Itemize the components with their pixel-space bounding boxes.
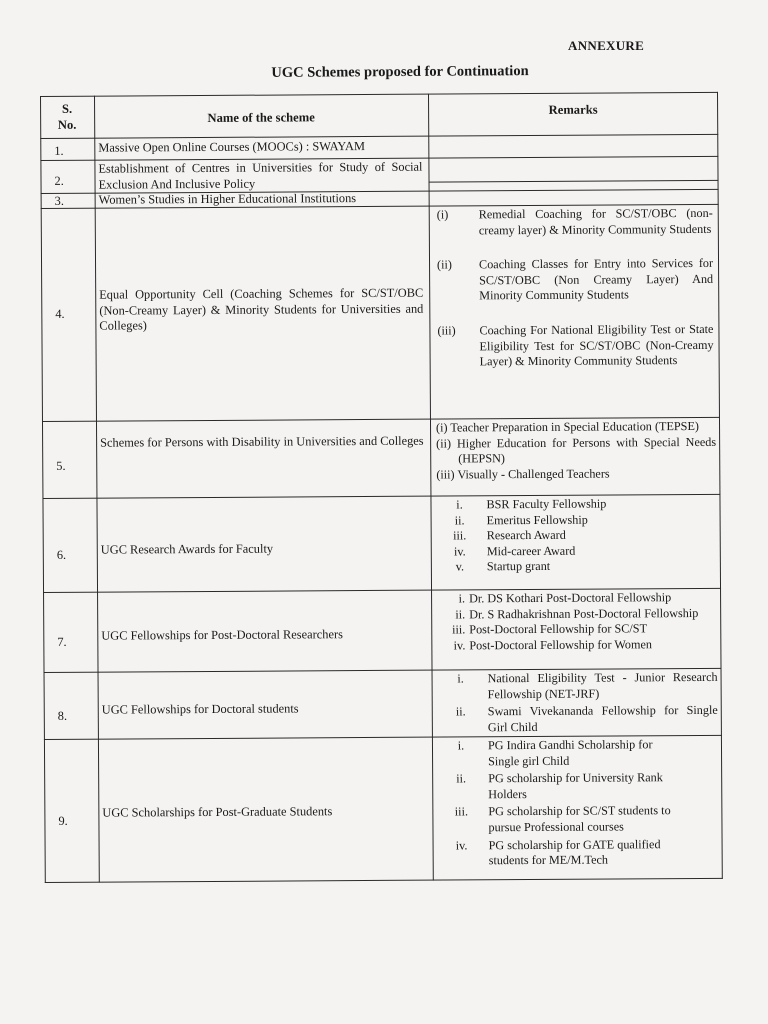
item-number: iv. [453,544,466,559]
schemes-table [40,92,723,884]
item-text: Dr. DS Kothari Post-Doctoral Fellowship [469,590,672,606]
row-sno: 6. [56,547,67,562]
item-number: v. [455,559,465,574]
remarks-list [440,670,718,736]
scheme-name: Women’s Studies in Higher Educational Institutions [98,191,357,207]
list-item [436,419,716,436]
item-text: Remedial Coaching for SC/ST/OBC (non-creamy layer) & Minority Community Students [478,205,713,237]
list-item [437,605,717,622]
column-header-sno-line2: No. [57,117,77,132]
item-text: Mid-career Award [486,543,576,559]
item-text: Swami Vivekananda Fellowship for Single Girl Child [487,703,718,735]
row-divider-remarks [429,180,719,183]
item-text: PG scholarship for University Rank Holders [488,770,663,802]
column-divider-sno [94,96,100,883]
item-text: Dr. S Radhakrishnan Post-Doctoral Fellowship [469,605,699,621]
list-item [441,837,683,870]
list-item [439,511,717,528]
scheme-name: Schemes for Persons with Disability in Universities and Colleges [100,433,424,450]
list-item [439,558,717,575]
column-header-sno-line1: S. [61,101,73,116]
table-border-left [40,96,46,883]
item-number: i. [456,497,463,512]
item-text: Coaching For National Eligibility Test or State Eligibility Test for SC/ST/OBC (Non-Creamy Layer) & Minority Community Students [479,321,714,369]
item-text: PG Indira Gandhi Scholarship for Single girl Child [487,737,653,768]
item-number: i. [457,738,465,753]
list-item [437,322,715,370]
item-text: Research Award [486,527,566,543]
remarks-list [438,496,716,576]
remarks-list [436,419,716,483]
row-sno: 7. [57,634,67,649]
page-title: UGC Schemes proposed for Continuation [271,63,529,81]
list-item [437,637,717,654]
item-number: (ii) [436,257,452,272]
list-item [437,206,715,239]
item-number: i. [457,671,464,686]
row-sno: 4. [55,306,65,321]
item-text: Emeritus Fellowship [486,512,588,527]
table-border-bottom [45,878,723,883]
item-number: ii. [456,771,467,786]
annexure-label: ANNEXURE [568,38,645,53]
table-border-right [717,92,723,879]
item-text: BSR Faculty Fellowship [486,496,607,512]
list-item [437,621,717,638]
scheme-name: UGC Fellowships for Doctoral students [101,701,299,717]
list-item [436,466,716,483]
item-number: i. [458,591,466,606]
item-number: ii. [454,513,465,528]
scheme-name: UGC Scholarships for Post-Graduate Students [102,804,333,820]
item-number: (iii) [437,323,456,338]
list-item [440,770,682,803]
list-item [440,670,718,703]
item-text: PG scholarship for GATE qualified students for ME/M.Tech [488,836,661,868]
item-number: iv. [453,638,466,653]
scheme-name: Equal Opportunity Cell (Coaching Schemes for SC/ST/OBC (Non-Creamy Layer) & Minority Students for Universities and Colleges) [99,285,424,333]
item-text: National Eligibility Test - Junior Research Fellowship (NET-JRF) [487,669,718,701]
list-item [437,256,715,304]
item-number: iii. [454,804,469,819]
remarks-list [440,737,683,869]
item-number: iii. [453,528,467,543]
item-text: (ii) Higher Education for Persons with Special Needs (HEPSN) [436,434,717,466]
item-text: (i) Teacher Preparation in Special Education (TEPSE) [435,418,699,435]
table-border-top [40,92,718,97]
row-sno: 5. [56,458,66,473]
row-sno: 2. [54,173,64,188]
row-sno: 8. [57,708,68,723]
column-header-remarks: Remarks [548,102,598,117]
item-text: PG scholarship for SC/ST students to pursue Professional courses [488,803,671,835]
item-number: ii. [455,704,466,719]
list-item [438,496,716,513]
list-item [440,737,682,770]
row-sno: 3. [54,193,64,208]
scheme-name: Establishment of Centres in Universities for Study of Social Exclusion And Inclusive Policy [98,159,423,192]
list-item [437,590,717,607]
column-header-name: Name of the scheme [207,110,315,125]
list-item [440,803,682,836]
scheme-name: Massive Open Online Courses (MOOCs) : SWAYAM [98,139,365,155]
list-item [439,543,717,560]
list-item [440,703,718,736]
item-number: iii. [452,622,466,637]
column-header-sno [40,102,94,133]
row-sno: 1. [54,143,64,158]
item-text: Post-Doctoral Fellowship for SC/ST [469,621,648,637]
remarks-list [437,590,717,654]
row-sno: 9. [58,813,68,828]
item-text: Post-Doctoral Fellowship for Women [469,637,653,653]
column-divider-remarks [428,94,434,881]
item-text: Coaching Classes for Entry into Services for SC/ST/OBC (Non Creamy Layer) And Minority Community Students [478,256,714,303]
list-item [439,527,717,544]
item-text: (iii) Visually - Challenged Teachers [436,466,610,482]
item-text: Startup grant [486,559,551,574]
item-number: (i) [436,207,449,222]
scheme-name: UGC Fellowships for Post-Doctoral Researchers [101,627,343,643]
remarks-list [437,206,716,389]
item-number: ii. [455,607,466,622]
scheme-name: UGC Research Awards for Faculty [100,541,274,557]
item-number: iv. [455,837,468,853]
list-item [436,434,716,467]
